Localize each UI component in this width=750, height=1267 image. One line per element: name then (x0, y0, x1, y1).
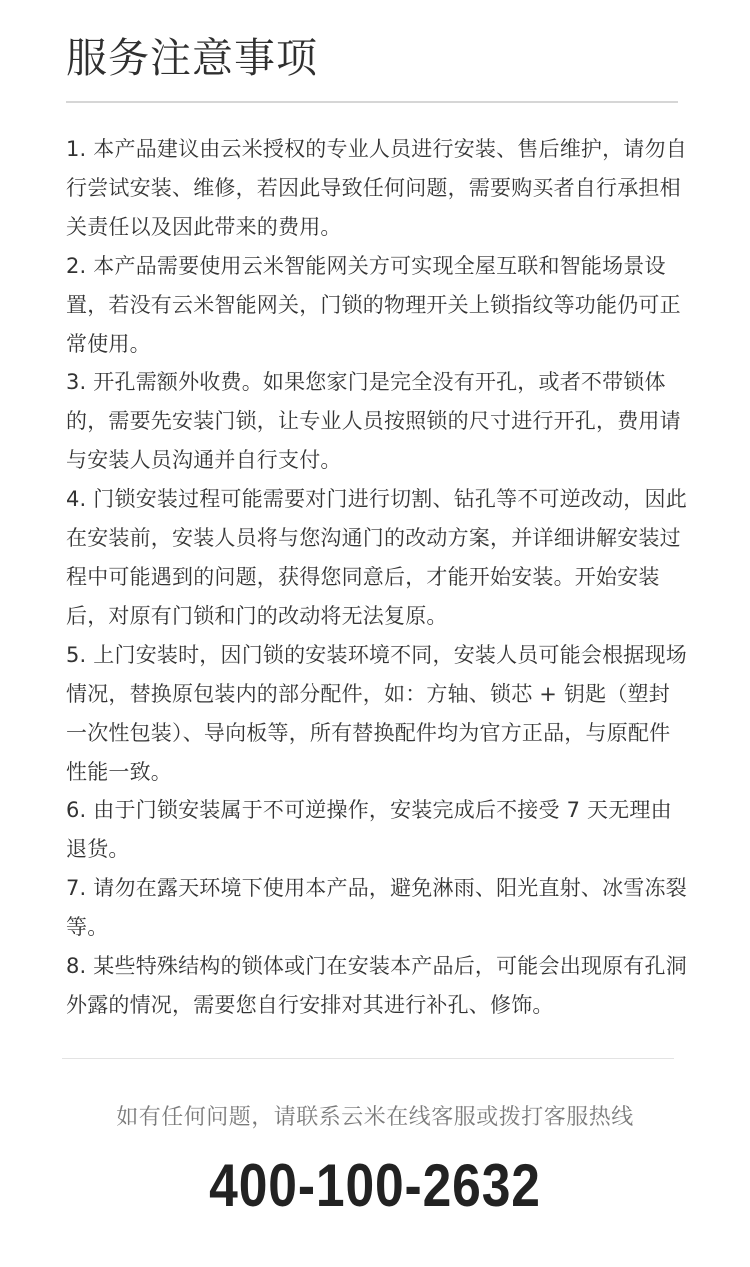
note-item: 2. 本产品需要使用云米智能网关方可实现全屋互联和智能场景设置，若没有云米智能网关，门锁的物理开关上锁指纹等功能仍可正常使用。 (66, 253, 681, 356)
note-item: 4. 门锁安装过程可能需要对门进行切割、钻孔等不可逆改动，因此在安装前，安装人员将与您沟通门的改动方案，并详细讲解安装过程中可能遇到的问题，获得您同意后，才能开始安装。开始安装后，对原有门锁和门的改动将无法复原。 (66, 487, 687, 628)
note-item: 6. 由于门锁安装属于不可逆操作，安装完成后不接受 7 天无理由退货。 (66, 798, 672, 862)
note-item: 3. 开孔需额外收费。如果您家门是完全没有开孔，或者不带锁体的，需要先安装门锁，让专业人员按照锁的尺寸进行开孔，费用请与安装人员沟通并自行支付。 (66, 370, 681, 473)
hotline-number[interactable]: 400-100-2632 (209, 1152, 541, 1219)
note-item: 1. 本产品建议由云米授权的专业人员进行安装、售后维护，请勿自行尝试安装、维修，若因此导致任何问题，需要购买者自行承担相关责任以及因此带来的费用。 (66, 137, 687, 239)
note-item: 7. 请勿在露天环境下使用本产品，避免淋雨、阳光直射、冰雪冻裂等。 (66, 876, 687, 940)
title-divider (66, 101, 678, 103)
notes-list (66, 130, 691, 1025)
contact-prompt: 如有任何问题，请联系云米在线客服或拨打客服热线 (116, 1105, 634, 1130)
note-item: 8. 某些特殊结构的锁体或门在安装本产品后，可能会出现原有孔洞外露的情况，需要您自行安排对其进行补孔、修饰。 (66, 954, 687, 1017)
page-title: 服务注意事项 (66, 34, 318, 82)
note-item: 5. 上门安装时，因门锁的安装环境不同，安装人员可能会根据现场情况，替换原包装内的部分配件，如：方轴、锁芯 + 钥匙（塑封一次性包装）、导向板等，所有替换配件均为官方正品，与原配件性能一致。 (66, 642, 687, 784)
contact-divider (62, 1058, 674, 1059)
